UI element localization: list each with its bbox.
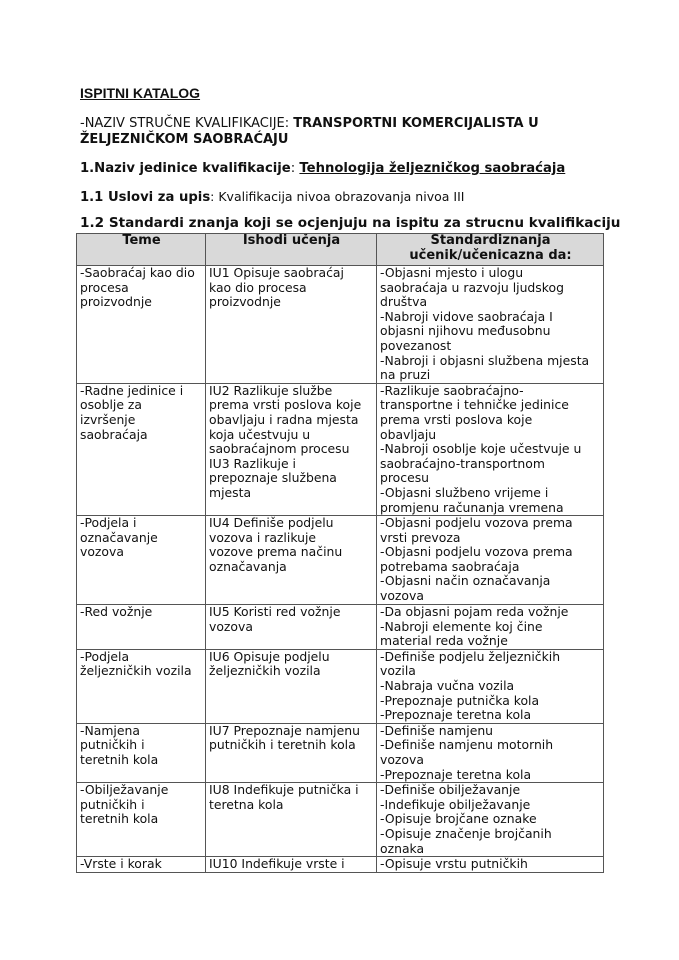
cell-topic: -Obilježavanje putničkih i teretnih kola <box>77 783 206 857</box>
table-row <box>77 857 604 873</box>
qualification-value-line2: ŽELJEZNIČKOM SAOBRAĆAJU <box>80 132 289 147</box>
cell-topic: -Saobraćaj kao dio procesa proizvodnje <box>77 266 206 384</box>
cell-topic: -Vrste i korak <box>77 857 206 873</box>
unit-value: Tehnologija željezničkog saobraćaja <box>299 161 566 176</box>
cell-outcome: IU2 Razlikuje službe prema vrsti poslova koje obavljaju i radna mjesta koja učestvuju u saobraćajnom procesu IU3 Razlikuje i prepoznaje službena mjesta <box>206 383 377 515</box>
cell-outcome: IU8 Indefikuje putnička i teretna kola <box>206 783 377 857</box>
cell-outcome: IU10 Indefikuje vrste i <box>206 857 377 873</box>
entry-conditions <box>80 189 464 205</box>
cell-topic: -Radne jedinice i osoblje za izvršenje saobraćaja <box>77 383 206 515</box>
cell-standard: -Definiše obilježavanje -Indefikuje obilježavanje -Opisuje brojčane oznake -Opisuje značenje brojčanih oznaka <box>377 783 604 857</box>
cell-outcome: IU7 Prepoznaje namjenu putničkih i teretnih kola <box>206 723 377 782</box>
cell-standard: -Objasni mjesto i ulogu saobraćaja u razvoju ljudskog društva -Nabroji vidove saobraćaja I objasni njihovu međusobnu povezanost -Nabroji i objasni službena mjesta na pruzi <box>377 266 604 384</box>
header-ishodi: Ishodi učenja <box>206 234 377 266</box>
table-row <box>77 516 604 605</box>
cell-standard: -Da objasni pojam reda vožnje -Nabroji elemente koj čine material reda vožnje <box>377 605 604 650</box>
unit-sep: : <box>290 161 300 176</box>
cell-standard: -Objasni podjelu vozova prema vrsti prevoza -Objasni podjelu vozova prema potrebama saobraćaja -Objasni način označavanja vozova <box>377 516 604 605</box>
table-row <box>77 783 604 857</box>
table-row <box>77 723 604 782</box>
table-row <box>77 605 604 650</box>
cell-topic: -Podjela i označavanje vozova <box>77 516 206 605</box>
cell-outcome: IU5 Koristi red vožnje vozova <box>206 605 377 650</box>
document-title: ISPITNI KATALOG <box>80 85 201 101</box>
cell-topic: -Podjela željezničkih vozila <box>77 649 206 723</box>
unit-name <box>80 161 565 176</box>
standards-table <box>76 233 604 873</box>
standards-heading: 1.2 Standardi znanja koji se ocjenjuju na ispitu za strucnu kvalifikaciju <box>80 215 621 231</box>
cell-standard: -Razlikuje saobraćajno- transportne i tehničke jedinice prema vrsti poslova koje obavljaju -Nabroji osoblje koje učestvuje u saobraćajno-transportnom procesu -Objasni službeno vrijeme i promjenu računanja vremena <box>377 383 604 515</box>
table-row <box>77 649 604 723</box>
cell-standard: -Definiše podjelu željezničkih vozila -Nabraja vučna vozila -Prepoznaje putnička kola -Prepoznaje teretna kola <box>377 649 604 723</box>
unit-label: 1.Naziv jedinice kvalifikacije <box>80 161 291 176</box>
cell-topic: -Namjena putničkih i teretnih kola <box>77 723 206 782</box>
header-standardi: Standardiznanja učenik/učenicazna da: <box>377 234 604 266</box>
qualification-label: -NAZIV STRUČNE KVALIFIKACIJE: <box>80 116 294 131</box>
table-row <box>77 383 604 515</box>
table-row <box>77 266 604 384</box>
conditions-label: 1.1 Uslovi za upis <box>80 190 211 205</box>
cell-outcome: IU6 Opisuje podjelu željezničkih vozila <box>206 649 377 723</box>
qualification-name <box>80 116 539 148</box>
cell-standard: -Opisuje vrstu putničkih <box>377 857 604 873</box>
cell-outcome: IU4 Definiše podjelu vozova i razlikuje vozove prema načinu označavanja <box>206 516 377 605</box>
cell-outcome: IU1 Opisuje saobraćaj kao dio procesa proizvodnje <box>206 266 377 384</box>
table-header-row <box>77 234 604 266</box>
cell-standard: -Definiše namjenu -Definiše namjenu motornih vozova -Prepoznaje teretna kola <box>377 723 604 782</box>
cell-topic: -Red vožnje <box>77 605 206 650</box>
conditions-value: : Kvalifikacija nivoa obrazovanja nivoa III <box>210 189 465 204</box>
header-teme: Teme <box>77 234 206 266</box>
qualification-value-line1: TRANSPORTNI KOMERCIJALISTA U <box>293 116 539 131</box>
